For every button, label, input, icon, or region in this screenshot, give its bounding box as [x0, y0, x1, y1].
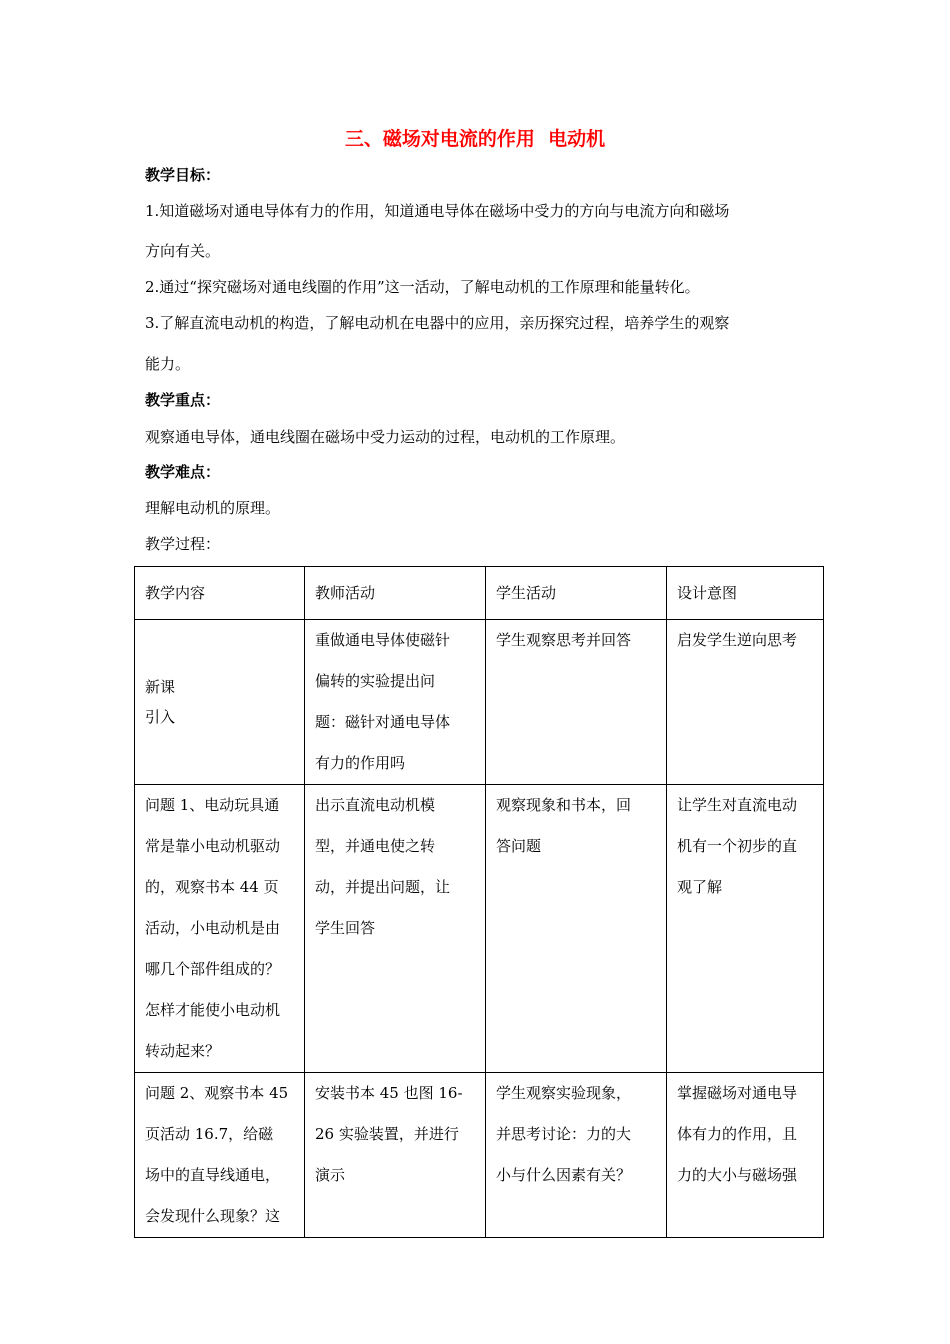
- cell-line: 页活动 16.7，给磁: [145, 1125, 274, 1143]
- header-cell: 学生活动: [486, 567, 667, 620]
- difficulties-heading: 教学难点：: [145, 463, 221, 481]
- cell-line: 转动起来？: [145, 1042, 221, 1060]
- cell-line: 掌握磁场对通电导: [677, 1084, 798, 1102]
- cell-line: 动，并提出问题，让: [315, 878, 451, 896]
- content-cell: [135, 785, 305, 1073]
- cell-line: 安装书本 45 也图 16-: [315, 1084, 463, 1102]
- objective-1-line-2: 方向有关。: [145, 242, 221, 260]
- cell-line: 常是靠小电动机驱动: [145, 837, 281, 855]
- intent-cell: [667, 620, 824, 785]
- teacher-cell: [305, 785, 486, 1073]
- cell-line: 新课: [145, 678, 176, 696]
- cell-line: 会发现什么现象？这: [145, 1207, 281, 1225]
- key-points-heading: 教学重点：: [145, 391, 221, 409]
- cell-line: 学生回答: [315, 919, 376, 937]
- cell-line: 学生观察实验现象，: [496, 1084, 632, 1102]
- difficulties-text: 理解电动机的原理。: [145, 499, 281, 517]
- cell-line: 并思考讨论：力的大: [496, 1125, 632, 1143]
- content-cell: [135, 1073, 305, 1238]
- objective-3-line-2: 能力。: [145, 355, 191, 373]
- cell-line: 观了解: [677, 878, 723, 896]
- objectives-heading: 教学目标：: [145, 166, 221, 184]
- cell-line: 让学生对直流电动: [677, 796, 798, 814]
- intent-cell: [667, 785, 824, 1073]
- cell-line: 出示直流电动机模: [315, 796, 436, 814]
- cell-line: 26 实验装置，并进行: [315, 1125, 459, 1143]
- cell-line: 怎样才能使小电动机: [145, 1001, 281, 1019]
- cell-line: 答问题: [496, 837, 542, 855]
- cell-line: 力的大小与磁场强: [677, 1166, 798, 1184]
- teaching-process-table: [134, 566, 824, 1238]
- cell-line: 的，观察书本 44 页: [145, 878, 279, 896]
- header-cell: 教学内容: [135, 567, 305, 620]
- header-cell: 教师活动: [305, 567, 486, 620]
- teacher-cell: [305, 620, 486, 785]
- cell-line: 观察现象和书本，回: [496, 796, 632, 814]
- cell-line: 问题 1、电动玩具通: [145, 796, 280, 814]
- cell-line: 场中的直导线通电，: [145, 1166, 281, 1184]
- header-cell: 设计意图: [667, 567, 824, 620]
- process-label: 教学过程：: [145, 535, 221, 553]
- student-cell: [486, 620, 667, 785]
- table-row: [135, 1073, 824, 1238]
- student-cell: [486, 785, 667, 1073]
- cell-line: 有力的作用吗: [315, 754, 406, 772]
- content-cell: [135, 620, 305, 785]
- cell-line: 引入: [145, 708, 176, 726]
- cell-line: 型，并通电使之转: [315, 837, 436, 855]
- student-cell: [486, 1073, 667, 1238]
- document-title: 三、磁场对电流的作用 电动机: [344, 128, 606, 150]
- intent-cell: [667, 1073, 824, 1238]
- cell-line: 活动，小电动机是由: [145, 919, 281, 937]
- key-points-text: 观察通电导体，通电线圈在磁场中受力运动的过程，电动机的工作原理。: [145, 428, 626, 446]
- table-row: [135, 785, 824, 1073]
- cell-line: 学生观察思考并回答: [496, 631, 632, 649]
- cell-line: 哪几个部件组成的？: [145, 960, 281, 978]
- cell-line: 小与什么因素有关？: [496, 1166, 632, 1184]
- cell-line: 重做通电导体使磁针: [315, 631, 451, 649]
- cell-line: 偏转的实验提出问: [315, 672, 436, 690]
- cell-line: 机有一个初步的直: [677, 837, 798, 855]
- cell-line: 体有力的作用，且: [677, 1125, 798, 1143]
- cell-line: 问题 2、观察书本 45: [145, 1084, 289, 1102]
- objective-1-line-1: 1.知道磁场对通电导体有力的作用，知道通电导体在磁场中受力的方向与电流方向和磁场: [145, 202, 730, 220]
- cell-line: 启发学生逆向思考: [677, 631, 798, 649]
- table-row: [135, 620, 824, 785]
- objective-3-line-1: 3.了解直流电动机的构造，了解电动机在电器中的应用，亲历探究过程，培养学生的观察: [145, 314, 730, 332]
- objective-2: 2.通过“探究磁场对通电线圈的作用”这一活动，了解电动机的工作原理和能量转化。: [145, 278, 700, 296]
- cell-line: 演示: [315, 1166, 346, 1184]
- teacher-cell: [305, 1073, 486, 1238]
- cell-line: 题：磁针对通电导体: [315, 713, 451, 731]
- table-header-row: [135, 567, 824, 620]
